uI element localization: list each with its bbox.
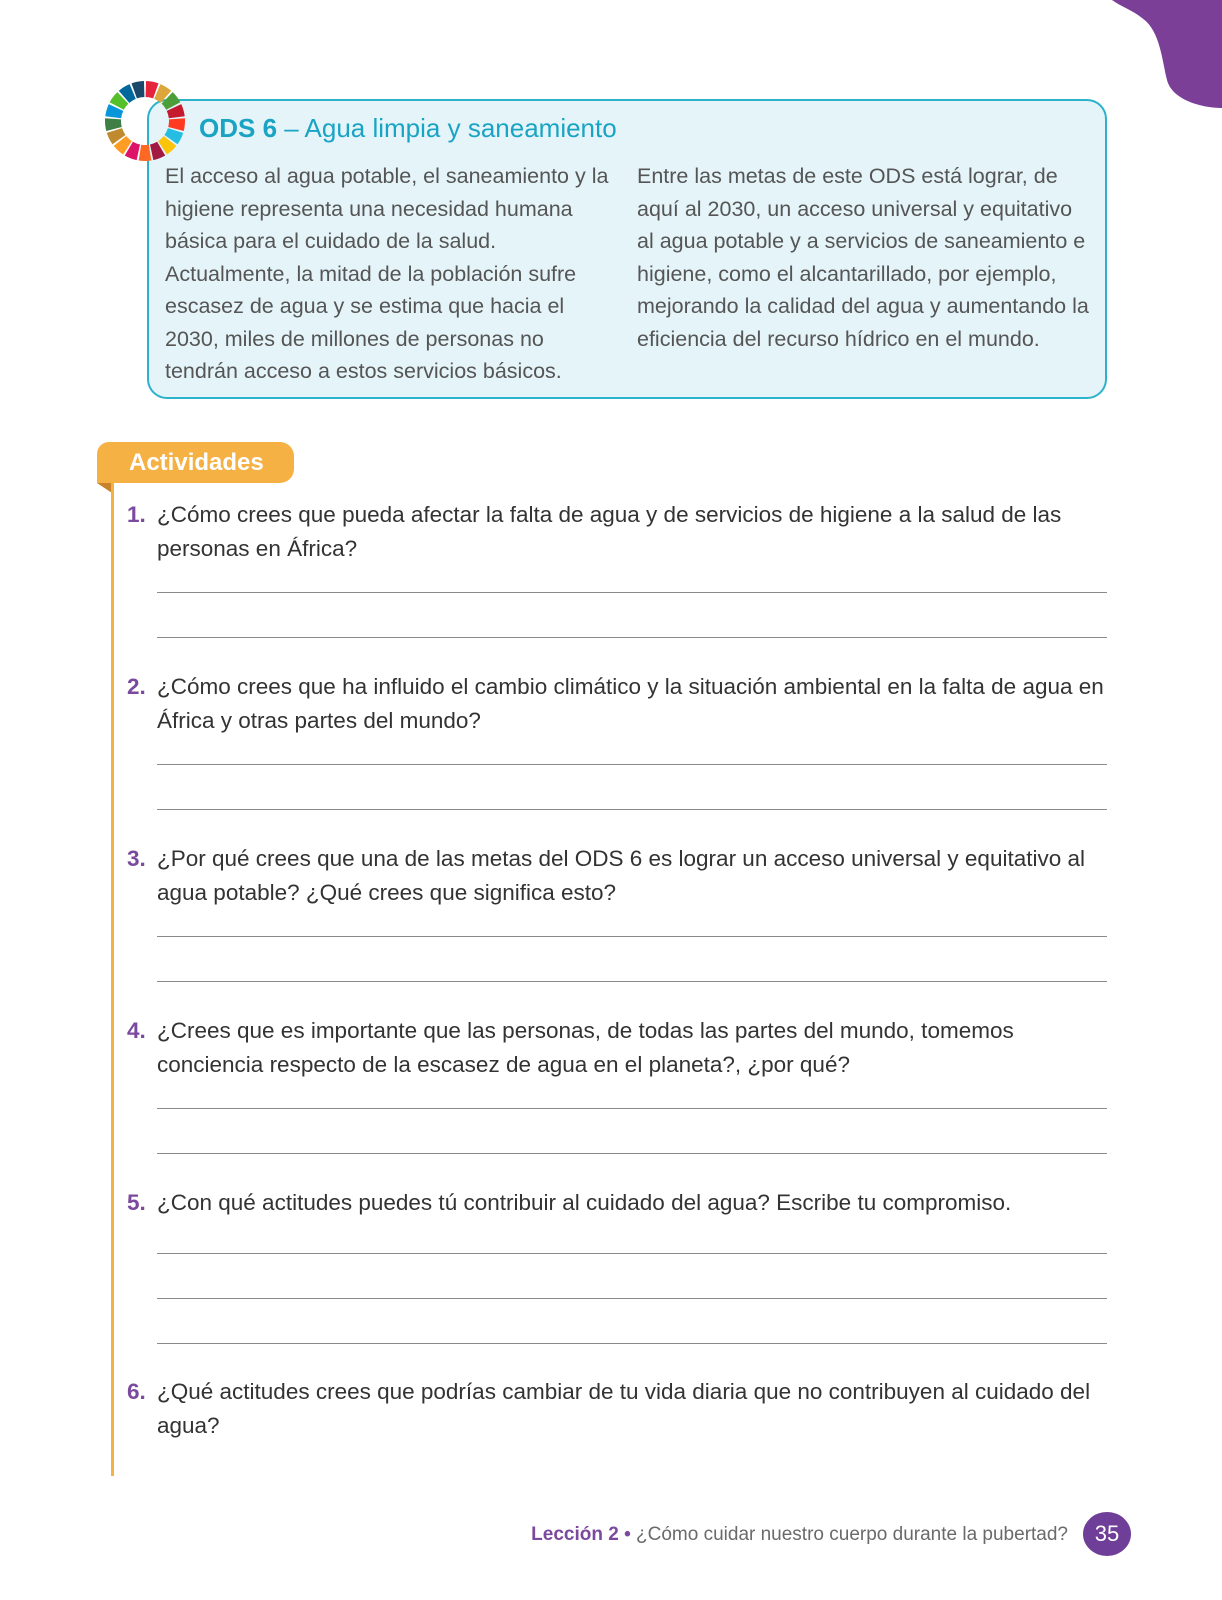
footer-lesson: Lección 2 <box>531 1524 619 1545</box>
question-number: 6. <box>127 1379 146 1404</box>
question-text: ¿Cómo crees que pueda afectar la falta de agua y de servicios de higiene a la salud de las personas en África? <box>157 502 1062 561</box>
question-number: 2. <box>127 674 146 699</box>
sdg-wheel-icon <box>104 80 186 162</box>
answer-line[interactable] <box>157 981 1107 982</box>
corner-blob-decoration <box>1112 0 1222 115</box>
answer-line[interactable] <box>157 1253 1107 1254</box>
answer-line[interactable] <box>157 936 1107 937</box>
footer-subtitle: ¿Cómo cuidar nuestro cuerpo durante la pubertad? <box>636 1524 1068 1545</box>
question-number: 5. <box>127 1190 146 1215</box>
question-number: 4. <box>127 1018 146 1043</box>
question-number: 1. <box>127 502 146 527</box>
page-number: 35 <box>1083 1512 1131 1556</box>
answer-line[interactable] <box>157 637 1107 638</box>
question-text: ¿Qué actitudes crees que podrías cambiar de tu vida diaria que no contribuyen al cuidado del agua? <box>157 1379 1091 1438</box>
ods-title-text: Agua limpia y saneamiento <box>304 113 617 143</box>
activities-side-rule <box>111 483 114 1476</box>
answer-line[interactable] <box>157 1153 1107 1154</box>
activities-tab: Actividades <box>97 442 294 483</box>
ods-text-left: El acceso al agua potable, el saneamiento y la higiene representa una necesidad humana básica para el cuidado de la salud. Actualmente, la mitad de la población sufre escasez de agua y se estima que hacia el 2030, miles de millones de personas no tendrán acceso a estos servicios básicos. <box>165 164 609 383</box>
question-text: ¿Por qué crees que una de las metas del ODS 6 es lograr un acceso universal y equitativo al agua potable? ¿Qué crees que significa esto? <box>157 846 1086 905</box>
ods-dash: – <box>277 113 305 143</box>
activities-tab-fold <box>97 483 112 493</box>
question-text: ¿Con qué actitudes puedes tú contribuir al cuidado del agua? Escribe tu compromiso. <box>157 1190 1012 1215</box>
question-text: ¿Cómo crees que ha influido el cambio climático y la situación ambiental en la falta de agua en África y otras partes del mundo? <box>157 674 1104 733</box>
question-number: 3. <box>127 846 146 871</box>
ods-heading <box>199 113 617 144</box>
footer-separator: • <box>618 1524 637 1545</box>
answer-line[interactable] <box>157 809 1107 810</box>
answer-line[interactable] <box>157 764 1107 765</box>
page-footer <box>531 1524 1068 1546</box>
answer-line[interactable] <box>157 592 1107 593</box>
answer-line[interactable] <box>157 1108 1107 1109</box>
ods-number: ODS 6 <box>199 113 278 143</box>
ods-text-right: Entre las metas de este ODS está lograr, de aquí al 2030, un acceso universal y equitativo al agua potable y a servicios de saneamiento e higiene, como el alcantarillado, por ejemplo, mejorando la calidad del agua y aumentando la eficiencia del recurso hídrico en el mundo. <box>637 164 1089 351</box>
answer-line[interactable] <box>157 1298 1107 1299</box>
question-text: ¿Crees que es importante que las personas, de todas las partes del mundo, tomemos conciencia respecto de la escasez de agua en el planeta?, ¿por qué? <box>157 1018 1014 1077</box>
answer-line[interactable] <box>157 1343 1107 1344</box>
sdg-wheel-segment <box>139 145 152 161</box>
